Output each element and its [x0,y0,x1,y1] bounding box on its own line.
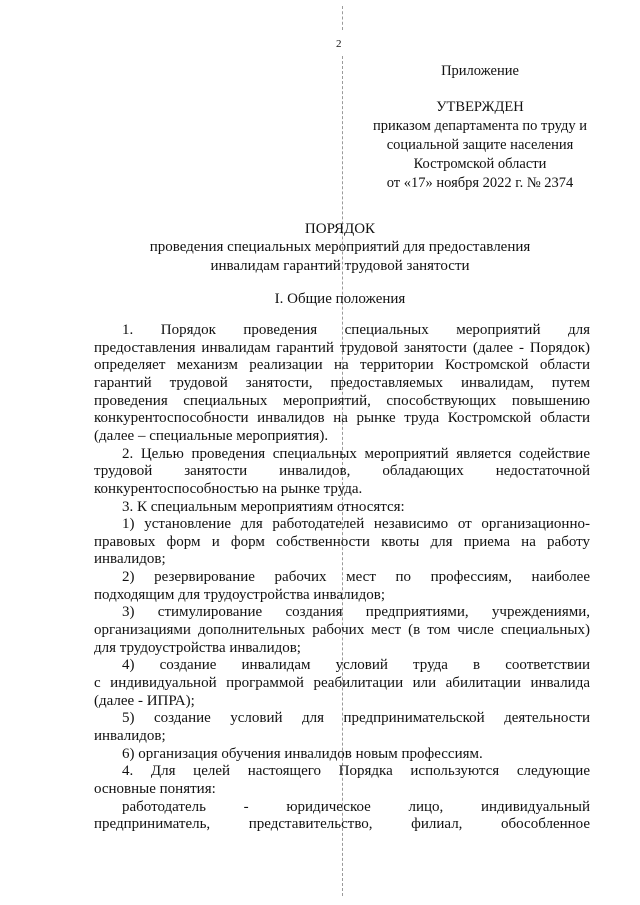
body-line: конкурентоспособностью на рынке труда. [94,480,363,497]
body-line: подходящим для трудоустройства инвалидов; [94,586,386,603]
body-line: трудовой занятости инвалидов, обладающих недостаточной [94,463,590,480]
body-line: 4) создание инвалидам условий труда в соответствии [122,657,590,674]
body-line: 1) установление для работодателей независимо от организационно- [122,516,590,533]
body-line: организациями дополнительных рабочих мест (в том числе специальных) [94,622,590,639]
body-line: (далее - ИПРА); [94,692,195,709]
body-line: 3. К специальным мероприятиям относятся: [122,498,405,515]
body-line: проведения специальных мероприятий, способствующих повышению [94,392,590,409]
fold-line-top [342,6,344,30]
body-line: 5) создание условий для предпринимательской деятельности [122,710,590,727]
page-number: 2 [336,38,342,50]
order-line-2: социальной защите населения [386,137,574,153]
body-line: правовых форм и форм собственности квоты для приема на работу [94,533,590,550]
document-subtitle-1: проведения специальных мероприятий для предоставления [149,239,531,255]
body-line: предоставления инвалидам гарантий трудовой занятости (далее - Порядок) [94,339,590,356]
order-line-3: Костромской области [413,156,547,172]
body-line: конкурентоспособности инвалидов на рынке труда Костромской области [94,410,590,427]
body-line: (далее – специальные мероприятия). [94,427,329,444]
body-line: определяет механизм реализации на территории Костромской области [94,357,590,374]
body-line: гарантий трудовой занятости, предоставляемых инвалидам, путем [94,374,590,391]
approved-label: УТВЕРЖДЕН [436,99,524,115]
body-line: 4. Для целей настоящего Порядка используются следующие [122,763,590,780]
appendix-label: Приложение [441,63,519,79]
body-line: предприниматель, представительство, филиал, обособленное [94,816,590,833]
body-line: 1. Порядок проведения специальных мероприятий для [122,322,590,338]
body-line: инвалидов; [94,727,166,744]
order-line-1: приказом департамента по труду и [373,118,587,134]
body-line: для трудоустройства инвалидов; [94,639,301,656]
body-line: 2. Целью проведения специальных мероприятий является содействие [122,445,590,462]
document-title: ПОРЯДОК [304,221,376,237]
body-line: 3) стимулирование создания предприятиями, учреждениями, [122,604,590,621]
body-line: с индивидуальной программой реабилитации или абилитации инвалида [94,675,590,691]
body-line: 6) организация обучения инвалидов новым профессиям. [122,745,483,762]
body-line: основные понятия: [94,780,216,797]
document-subtitle-2: инвалидам гарантий трудовой занятости [210,258,470,274]
body-line: 2) резервирование рабочих мест по профессиям, наиболее [122,569,590,586]
body-line: работодатель - юридическое лицо, индивидуальный [122,798,590,815]
order-line-4: от «17» ноября 2022 г. № 2374 [386,175,574,191]
body-line: инвалидов; [94,551,166,568]
section-heading: I. Общие положения [274,291,406,307]
